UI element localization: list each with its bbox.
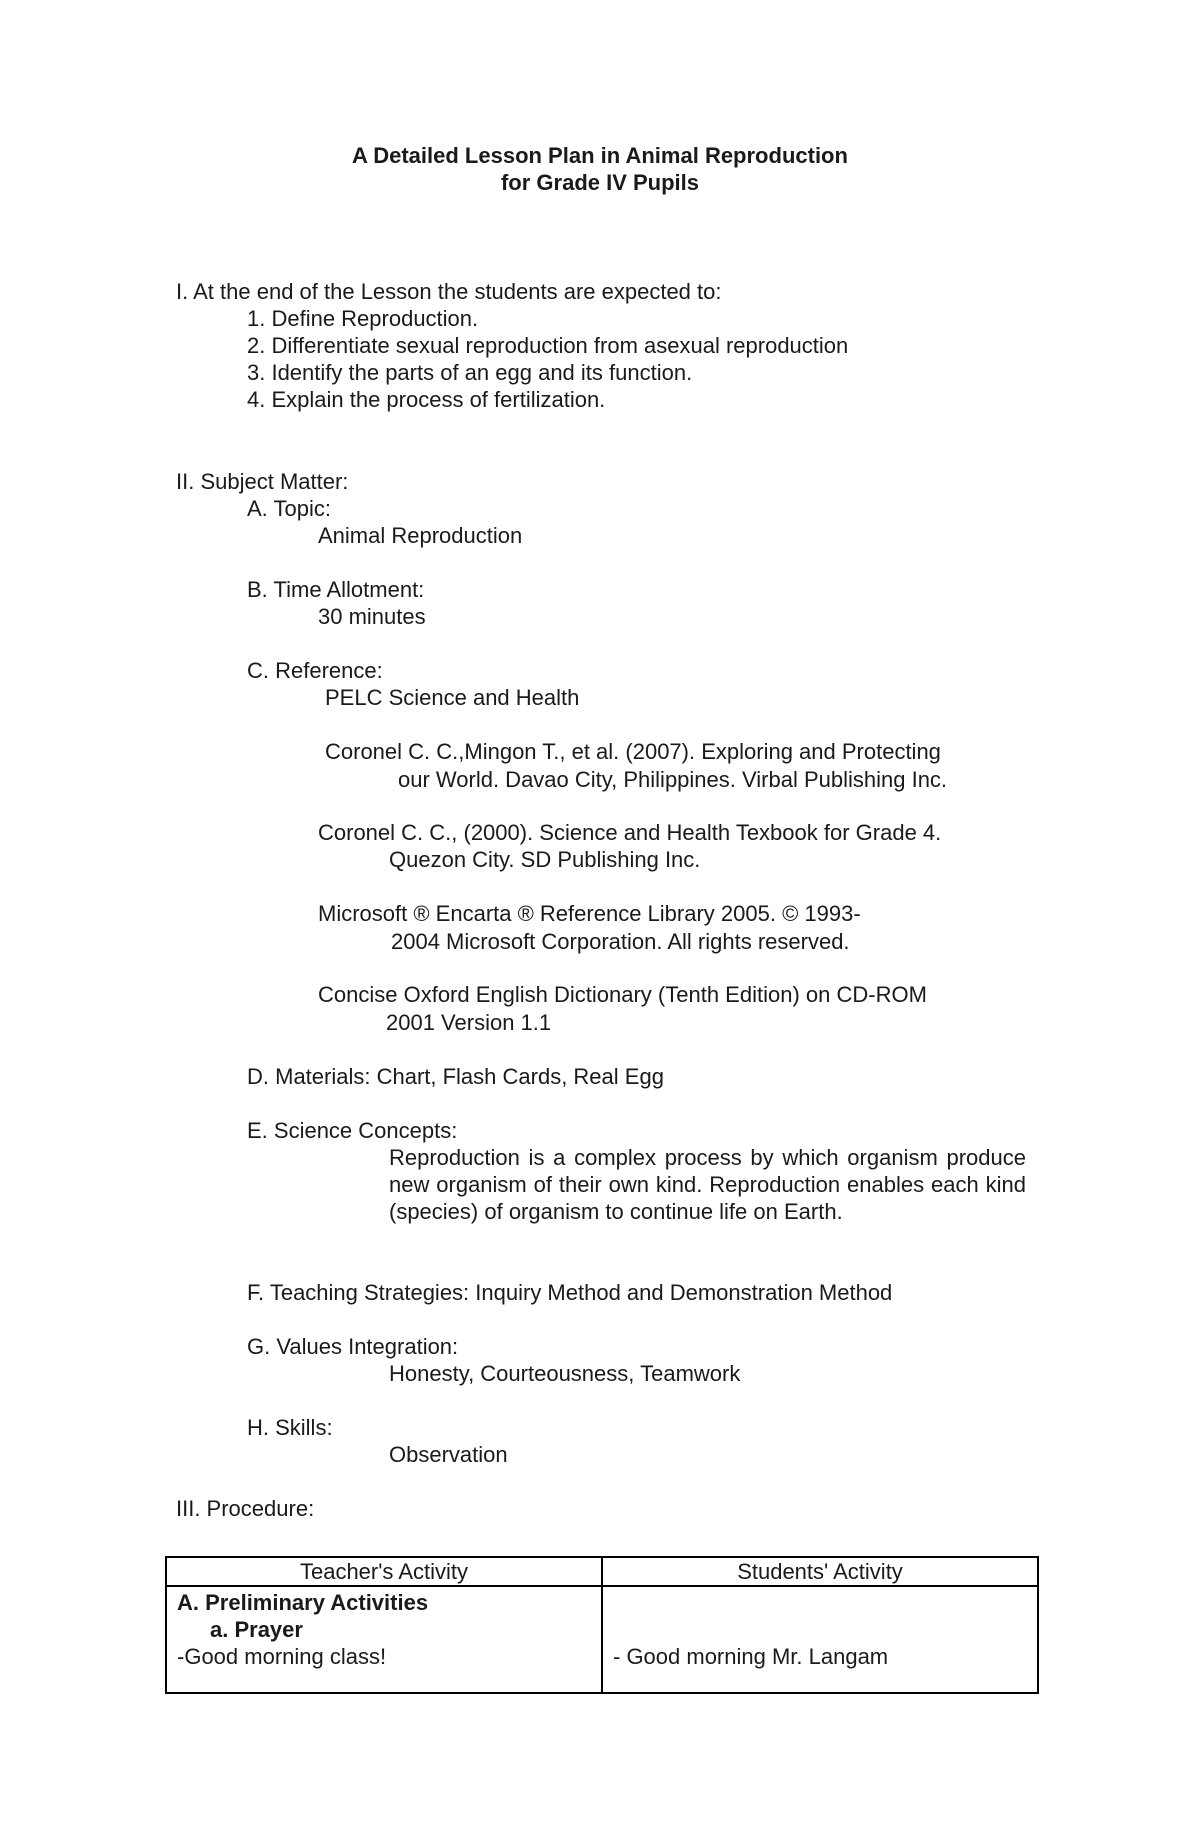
objective-item: 2. Differentiate sexual reproduction from asexual reproduction [247, 333, 849, 358]
table-section-title: A. Preliminary Activities [177, 1590, 429, 1615]
values-integration-label: G. Values Integration: [247, 1334, 459, 1359]
teacher-activity-line: -Good morning class! [177, 1644, 387, 1669]
values-integration-value: Honesty, Courteousness, Teamwork [389, 1361, 741, 1386]
time-allotment-label: B. Time Allotment: [247, 577, 425, 602]
reference-entry-continued: our World. Davao City, Philippines. Virbal Publishing Inc. [398, 767, 948, 792]
objective-item: 4. Explain the process of fertilization. [247, 387, 606, 412]
science-concepts-text: Reproduction is a complex process by which organism produce new organism of their own kind. Reproduction enables each kind (species) of organism to continue life on Earth. [389, 1145, 1026, 1224]
objective-item: 1. Define Reproduction. [247, 306, 479, 331]
teaching-strategies: F. Teaching Strategies: Inquiry Method and Demonstration Method [247, 1280, 893, 1305]
table-subsection-title: a. Prayer [210, 1617, 303, 1642]
reference-label: C. Reference: [247, 658, 383, 683]
subject-matter-heading: II. Subject Matter: [176, 469, 349, 494]
topic-value: Animal Reproduction [318, 523, 523, 548]
reference-entry-continued: 2001 Version 1.1 [386, 1010, 552, 1035]
table-header-divider [167, 1585, 1037, 1587]
materials: D. Materials: Chart, Flash Cards, Real Egg [247, 1064, 664, 1089]
student-activity-line: - Good morning Mr. Langam [613, 1644, 889, 1669]
objectives-heading: I. At the end of the Lesson the students are expected to: [176, 279, 722, 304]
time-allotment-value: 30 minutes [318, 604, 426, 629]
reference-entry: Coronel C. C.,Mingon T., et al. (2007). Exploring and Protecting [325, 739, 941, 764]
skills-value: Observation [389, 1442, 508, 1467]
reference-entry: Coronel C. C., (2000). Science and Health Texbook for Grade 4. [318, 820, 942, 845]
procedure-table [165, 1556, 1039, 1694]
table-header-teacher: Teacher's Activity [299, 1559, 469, 1584]
skills-label: H. Skills: [247, 1415, 333, 1440]
document-title-line2: for Grade IV Pupils [500, 170, 700, 195]
table-header-students: Students' Activity [737, 1559, 903, 1584]
objective-item: 3. Identify the parts of an egg and its function. [247, 360, 693, 385]
reference-entry-continued: 2004 Microsoft Corporation. All rights reserved. [391, 929, 850, 954]
reference-entry: Microsoft ® Encarta ® Reference Library 2005. © 1993- [318, 901, 861, 926]
procedure-heading: III. Procedure: [176, 1496, 315, 1521]
reference-entry: PELC Science and Health [325, 685, 580, 710]
reference-entry-continued: Quezon City. SD Publishing Inc. [389, 847, 701, 872]
reference-entry: Concise Oxford English Dictionary (Tenth Edition) on CD-ROM [318, 982, 927, 1007]
document-title-line1: A Detailed Lesson Plan in Animal Reproduction [352, 143, 848, 168]
science-concepts-label: E. Science Concepts: [247, 1118, 458, 1143]
topic-label: A. Topic: [247, 496, 331, 521]
